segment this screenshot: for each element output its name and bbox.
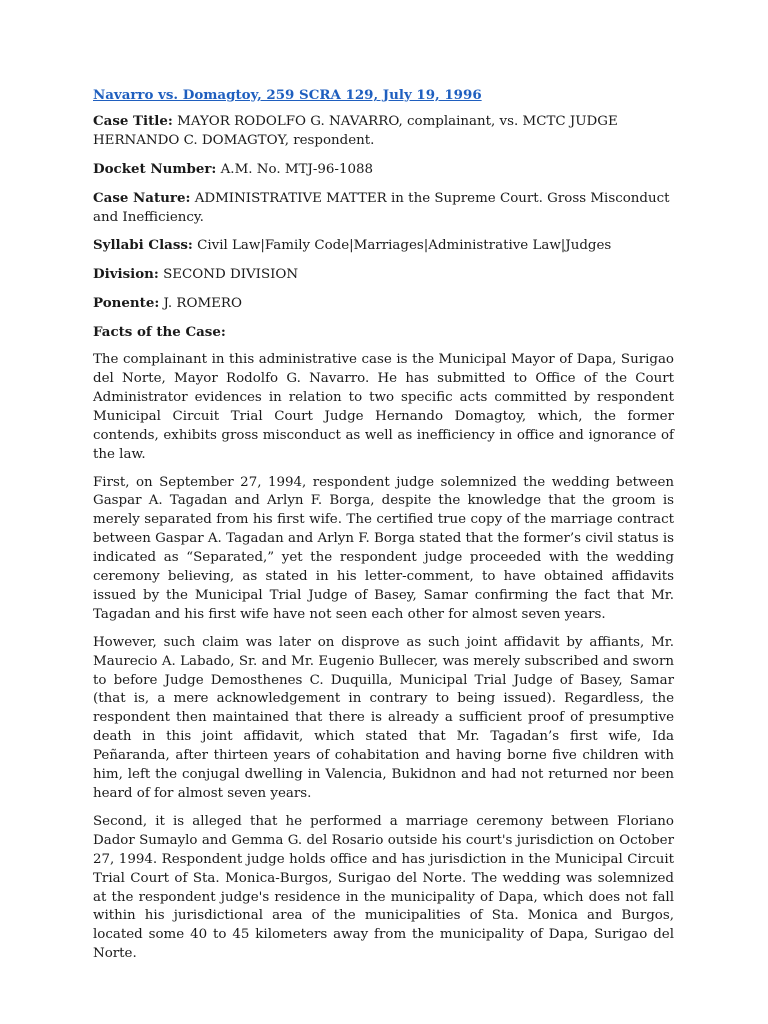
field-label: Syllabi Class:: [93, 237, 193, 254]
field-value: A.M. No. MTJ-96-1088: [220, 161, 374, 177]
document-page: [93, 86, 674, 973]
field-label: Division:: [93, 266, 159, 283]
field-case-title: [93, 112, 674, 151]
body-paragraph: Second, it is alleged that he performed a marriage ceremony between Floriano Dador Sumaylo and Gemma G. del Rosario outside his court's jurisdiction on October 27, 1994. Respondent judge holds office and has jurisdiction in the Municipal Circuit Trial Court of Sta. Monica-Burgos, Surigao del Norte. The wedding was solemnized at the respondent judge's residence in the municipality of Dapa, which does not fall within his jurisdictional area of the municipalities of Sta. Monica and Burgos, located some 40 to 45 kilometers away from the municipality of Dapa, Surigao del Norte.: [93, 813, 674, 962]
body-paragraph: However, such claim was later on disprove as such joint affidavit by affiants, Mr. Maurecio A. Labado, Sr. and Mr. Eugenio Bullecer, was merely subscribed and sworn to before Judge Demosthenes C. Duquilla, Municipal Trial Judge of Basey, Samar (that is, a mere acknowledgement in contrary to being issued). Regardless, the respondent then maintained that there is already a sufficient proof of presumptive death in this joint affidavit, which stated that Mr. Tagadan’s first wife, Ida Peñaranda, after thirteen years of cohabitation and having borne five children with him, left the conjugal dwelling in Valencia, Bukidnon and had not returned nor been heard of for almost seven years.: [93, 634, 674, 801]
field-docket-number: [93, 160, 674, 180]
case-title-link[interactable]: Navarro vs. Domagtoy, 259 SCRA 129, July 19, 1996: [93, 87, 482, 103]
field-label: Docket Number:: [93, 160, 217, 177]
field-division: [93, 265, 674, 285]
field-label: Ponente:: [93, 295, 160, 312]
field-label: Case Title:: [93, 112, 173, 129]
field-value: J. ROMERO: [163, 296, 242, 312]
facts-heading: Facts of the Case:: [93, 324, 226, 341]
field-value: Civil Law|Family Code|Marriages|Administrative Law|Judges: [197, 238, 612, 254]
field-ponente: [93, 294, 674, 314]
body-paragraph: The complainant in this administrative case is the Municipal Mayor of Dapa, Surigao del Norte, Mayor Rodolfo G. Navarro. He has submitted to Office of the Court Administrator evidences in relation to two specific acts committed by respondent Municipal Circuit Trial Court Judge Hernando Domagtoy, which, the former contends, exhibits gross misconduct as well as inefficiency in office and ignorance of the law.: [93, 352, 674, 462]
body-paragraph: First, on September 27, 1994, respondent judge solemnized the wedding between Gaspar A. Tagadan and Arlyn F. Borga, despite the knowledge that the groom is merely separated from his first wife. The certified true copy of the marriage contract between Gaspar A. Tagadan and Arlyn F. Borga stated that the former’s civil status is indicated as “Separated,” yet the respondent judge proceeded with the wedding ceremony believing, as stated in his letter-comment, to have obtained affidavits issued by the Municipal Trial Judge of Basey, Samar confirming the fact that Mr. Tagadan and his first wife have not seen each other for almost seven years.: [93, 474, 674, 622]
field-value: ADMINISTRATIVE MATTER in the Supreme Court. Gross Misconduct and Inefficiency.: [93, 190, 670, 225]
field-label: Case Nature:: [93, 189, 191, 206]
field-case-nature: [93, 189, 674, 228]
field-value: SECOND DIVISION: [163, 267, 299, 283]
field-value: MAYOR RODOLFO G. NAVARRO, complainant, vs. MCTC JUDGE HERNANDO C. DOMAGTOY, respondent.: [93, 113, 618, 148]
field-syllabi-class: [93, 236, 674, 256]
